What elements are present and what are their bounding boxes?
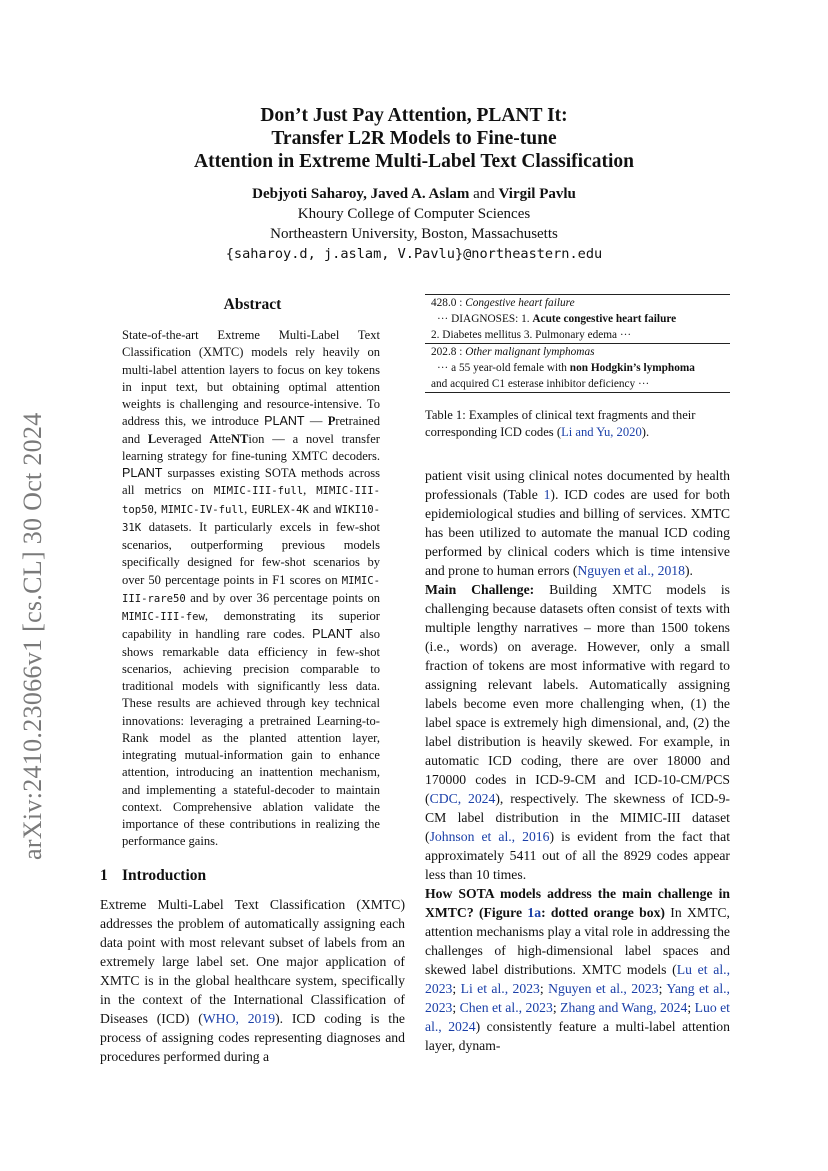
citation-link[interactable]: Luo et al., 2024 — [425, 1000, 730, 1034]
abstract-seg: , — [244, 501, 252, 516]
figure-ref-link[interactable]: 1a — [527, 905, 542, 920]
section-title: Introduction — [122, 866, 207, 884]
text-seg: : dotted orange box) — [541, 905, 665, 920]
icd-code-line — [431, 344, 730, 360]
citation-link[interactable]: Nguyen et al., 2023 — [548, 981, 659, 996]
icd-name: Congestive heart failure — [465, 297, 575, 309]
author-emails: {saharoy.d, j.aslam, V.Pavlu}@northeastern.edu — [225, 246, 603, 262]
highlighted-phrase: non Hodgkin’s lymphoma — [569, 362, 695, 374]
abstract-seg: tte — [218, 431, 231, 446]
citation-link[interactable]: Nguyen et al., 2018 — [577, 563, 685, 578]
dataset-name: MIMIC-IV-full — [161, 503, 245, 516]
text-seg: ; — [687, 1000, 695, 1015]
abstract-seg: , demonstrating its superior capability in handling rare codes. — [122, 609, 380, 642]
intro-paragraph — [100, 895, 405, 1066]
text-seg: ··· DIAGNOSES: 1. — [437, 313, 533, 325]
arxiv-stamp: arXiv:2410.23066v1 [cs.CL] 30 Oct 2024 — [18, 412, 47, 860]
abstract-seg: and — [308, 501, 336, 516]
text-seg: patient visit using clinical notes documented by health professionals (Table — [425, 468, 730, 502]
citation-link[interactable]: Li et al., 2023 — [460, 981, 540, 996]
citation-link[interactable]: Chen et al., 2023 — [459, 1000, 553, 1015]
text-seg: Extreme Multi-Label Text Classification (XMTC) addresses the problem of automatically assigning each data point with most relevant subset of labels from an extremely large label set. One major application of XMTC is in the global healthcare system, specifically in the context of the International Classification of Diseases (ICD) ( — [100, 896, 405, 1026]
affiliation-college: Khoury College of Computer Sciences — [297, 206, 531, 222]
acronym-letter: NT — [230, 431, 249, 446]
text-seg: ). ICD codes are used for both epidemiological studies and billing of services. XMTC has been utilized to automate the manual ICD coding performed by clinical coders which is time intensive and prone to human errors ( — [425, 487, 730, 578]
icd-name: Other malignant lymphomas — [465, 346, 595, 358]
text-fragment-line: and acquired C1 esterase inhibitor deficiency ··· — [431, 378, 650, 390]
title-line-1: Don’t Just Pay Attention, PLANT It: — [260, 105, 568, 126]
dataset-name: MIMIC-III-full — [213, 485, 304, 498]
acronym-letter: A — [209, 431, 219, 446]
abstract-seg: , — [153, 501, 162, 516]
abstract-seg: — — [304, 414, 328, 429]
text-seg: ) consistently feature a multi-label attention layer, dynam- — [425, 1019, 730, 1053]
paragraph-heading: Main Challenge: — [425, 582, 535, 597]
section-number: 1 — [100, 866, 108, 884]
author-conjunction: and — [469, 186, 499, 202]
text-seg: ; — [658, 981, 667, 996]
abstract-seg: retrained and — [122, 414, 380, 446]
citation-link[interactable]: Lu et al., 2023 — [425, 962, 730, 996]
abstract-seg: surpasses existing SOTA methods across all metrics on — [122, 466, 380, 498]
text-seg: ). — [641, 425, 650, 439]
author-names-1: Debjyoti Saharoy, Javed A. Aslam — [252, 186, 470, 202]
abstract-seg: also shows remarkable data efficiency in few-shot scenarios, achieving precision comparable to traditional models with significantly less data. These results are achieved through key technical innovations: leveraging a pretrained Learning-to-Rank model as the planted attention layer, integrating mutual-information gain to enhance attention, introducing an inattention mechanism, and implementing a stateful-decoder to maintain context. Comprehensive ablation validate the importance of these contributions in realizing the performance gains. — [122, 627, 380, 849]
citation-link[interactable]: Li and Yu, 2020 — [561, 425, 642, 439]
title-block — [0, 104, 828, 264]
abstract-seg: , — [303, 483, 317, 498]
title-line-3: Attention in Extreme Multi-Label Text Classification — [194, 151, 634, 172]
section-heading-introduction — [100, 867, 405, 885]
text-seg: In XMTC, attention mechanisms play a vital role in addressing the challenges of high-dimensional label spaces and skewed label distributions. XMTC models ( — [425, 905, 730, 977]
text-fragment-line — [431, 311, 730, 327]
dataset-name: WIKI10-31K — [122, 503, 381, 534]
text-seg: ; — [452, 981, 461, 996]
author-list — [0, 184, 828, 204]
highlighted-phrase: Acute congestive heart failure — [532, 313, 677, 325]
text-fragment-line — [431, 360, 730, 376]
paragraph — [425, 580, 730, 884]
dataset-name: MIMIC-III-top50 — [122, 485, 380, 516]
icd-code: 202.8 : — [431, 346, 466, 358]
right-column — [425, 294, 730, 1055]
dataset-name: MIMIC-III-few — [122, 611, 205, 623]
table-caption — [425, 407, 730, 441]
dataset-name: MIMIC-III-rare50 — [122, 574, 380, 605]
citation-link[interactable]: Zhang and Wang, 2024 — [560, 1000, 688, 1015]
text-fragment-line: 2. Diabetes mellitus 3. Pulmonary edema ··· — [431, 329, 632, 341]
text-seg: How SOTA models address the main challenge in XMTC? (Figure — [425, 886, 730, 920]
acronym-letter: P — [327, 414, 336, 429]
paragraph — [425, 466, 730, 580]
right-body-text — [425, 466, 730, 1055]
text-seg: ; — [452, 1000, 460, 1015]
left-column — [100, 296, 405, 1066]
title-line-2: Transfer L2R Models to Fine-tune — [271, 128, 557, 149]
table-1 — [425, 294, 730, 393]
text-seg: ; — [539, 981, 549, 996]
table-row — [425, 343, 730, 392]
plant-name: PLANT — [122, 466, 163, 480]
paragraph — [425, 884, 730, 1055]
text-seg: Table 1: Examples of clinical text fragments and their corresponding ICD codes ( — [425, 408, 696, 439]
affiliation-university: Northeastern University, Boston, Massachusetts — [270, 226, 558, 242]
citation-link[interactable]: CDC, 2024 — [429, 791, 496, 806]
text-seg: ··· a 55 year-old female with — [437, 362, 570, 374]
plant-name: PLANT — [312, 627, 353, 642]
citation-link[interactable]: Yang et al., 2023 — [425, 981, 730, 1015]
text-seg: ; — [552, 1000, 561, 1015]
icd-code: 428.0 : — [431, 297, 466, 309]
text-seg: ), respectively. The skewness of ICD-9-CM label distribution in the MIMIC-III dataset ( — [425, 791, 730, 844]
abstract-seg: and by over 36 percentage points on — [185, 590, 380, 605]
text-seg: ) is evident from the fact that approximately 5411 out of all the 8929 codes appear less than 10 times. — [425, 829, 730, 882]
text-seg: ). — [685, 563, 693, 578]
author-names-2: Virgil Pavlu — [498, 186, 576, 202]
text-seg: Building XMTC models is challenging because datasets often consist of texts with multiple lengthy narratives – more than 1500 tokens (i.e., words) on average. However, only a small fraction of tokens are most informative with regard to assigning relevant labels. Automatically assigning labels become even more challenging when, (1) the label space is extremely high dimensional, and, (2) the label distribution is heavily skewed. For example, in automatic ICD coding, there are over 18000 and 170000 codes in ICD-9-CM and ICD-10-CM/PCS ( — [425, 582, 730, 806]
abstract-text — [122, 327, 380, 851]
plant-name: PLANT — [264, 414, 305, 429]
abstract-seg: ion — a novel transfer learning strategy for fine-tuning XMTC decoders. — [122, 431, 380, 463]
table-row — [425, 295, 730, 343]
acronym-letter: L — [147, 431, 157, 446]
paper-title — [0, 104, 828, 173]
abstract-heading: Abstract — [223, 296, 282, 313]
abstract-seg: everaged — [156, 431, 210, 446]
icd-code-line — [431, 295, 730, 311]
abstract-seg: datasets. It particularly excels in few-shot scenarios, outperforming previous models specifically designed for few-shot scenarios by over 50 percentage points in F1 scores on — [122, 519, 380, 587]
text-seg: ). ICD coding is the process of assigning codes representing diagnoses and procedures performed during a — [100, 1010, 405, 1064]
citation-link[interactable]: WHO, 2019 — [202, 1010, 276, 1026]
dataset-name: EURLEX-4K — [251, 503, 309, 516]
abstract-seg: State-of-the-art Extreme Multi-Label Text Classification (XMTC) models rely heavily on multi-label attention layers to focus on key tokens in input text, but obtaining optimal attention weights is challenging and resource-intensive. To address this, we introduce — [122, 328, 380, 429]
citation-link[interactable]: Johnson et al., 2016 — [429, 829, 550, 844]
table-ref-link[interactable]: 1 — [543, 487, 551, 502]
